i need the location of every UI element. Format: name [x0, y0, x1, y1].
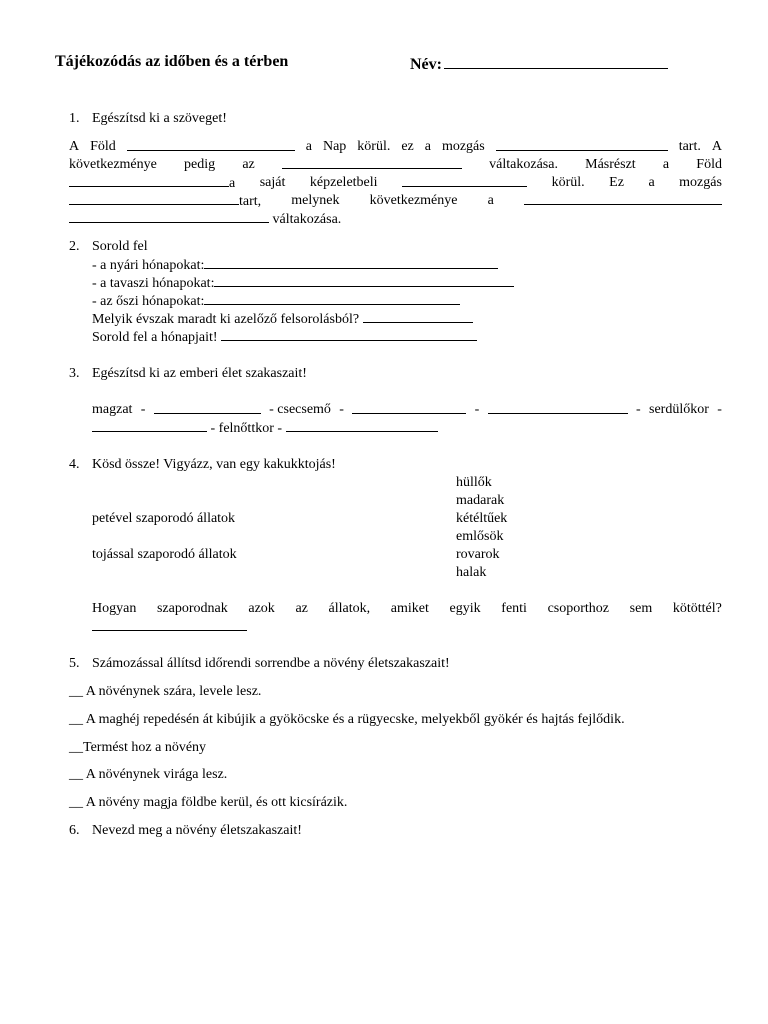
q4-left-eggs-shell[interactable]: tojással szaporodó állatok [92, 547, 237, 562]
fill-blank[interactable] [69, 210, 269, 223]
q4-instruction: Kösd össze! Vigyázz, van egy kakukktojás! [92, 457, 336, 472]
fill-blank[interactable] [282, 156, 462, 169]
q3-line-2: - felnőttkor - [92, 419, 438, 438]
worksheet-title: Tájékozódás az időben és a térben [55, 53, 289, 70]
q4-right-reptiles[interactable]: hüllők [456, 475, 492, 490]
fill-blank[interactable] [127, 138, 295, 151]
q4-right-insects[interactable]: rovarok [456, 547, 500, 562]
fill-blank[interactable] [363, 310, 473, 323]
fill-blank[interactable] [154, 401, 261, 414]
fill-blank[interactable] [92, 419, 207, 432]
fill-blank[interactable] [221, 328, 477, 341]
q5-instruction: Számozással állítsd időrendi sorrendbe a növény életszakaszait! [92, 656, 450, 671]
q4-right-mammals[interactable]: emlősök [456, 529, 504, 544]
fill-blank[interactable] [204, 292, 460, 305]
fill-blank[interactable] [352, 401, 466, 414]
q1-line-5: váltakozása. [69, 210, 341, 229]
q6-heading [69, 822, 302, 840]
q4-right-amphibians[interactable]: kétéltűek [456, 511, 508, 526]
q2-question: Melyik évszak maradt ki azelőző felsorolásból? [92, 310, 473, 329]
q3-heading [69, 365, 307, 383]
q4-question: Hogyan szaporodnak azok az állatok, amiket egyik fenti csoporthoz sem kötöttél? [92, 601, 722, 616]
q5-item-4[interactable]: __ A növénynek virága lesz. [69, 767, 228, 782]
fill-blank[interactable] [69, 174, 229, 187]
q6-instruction: Nevezd meg a növény életszakaszait! [92, 823, 302, 838]
fill-blank[interactable] [524, 192, 722, 205]
fill-blank[interactable] [286, 419, 438, 432]
q3-number: 3. [69, 366, 80, 381]
fill-blank[interactable] [204, 256, 498, 269]
q3-line-1: magzat - - csecsemő - - - serdülőkor - [92, 402, 722, 417]
q5-heading [69, 655, 450, 673]
q6-number: 6. [69, 823, 80, 838]
q1-line-3: a saját képzeletbeli körül. Ez a mozgás [69, 174, 722, 193]
q4-right-fish[interactable]: halak [456, 565, 487, 580]
q4-answer-line [92, 618, 247, 637]
q2-item-spring: - a tavaszi hónapokat: [92, 274, 514, 293]
q2-list-months: Sorold fel a hónapjait! [92, 328, 477, 347]
q1-line-4: tart, melynek következménye a [69, 192, 722, 211]
q4-left-eggs-small[interactable]: petével szaporodó állatok [92, 511, 236, 526]
q5-item-1[interactable]: __ A növénynek szára, levele lesz. [69, 684, 262, 699]
q1-instruction: Egészítsd ki a szöveget! [92, 111, 227, 126]
q3-instruction: Egészítsd ki az emberi élet szakaszait! [92, 366, 307, 381]
q2-number: 2. [69, 239, 80, 254]
q1-number: 1. [69, 111, 80, 126]
name-field[interactable] [410, 53, 668, 74]
q2-item-summer: - a nyári hónapokat: [92, 256, 498, 275]
fill-blank[interactable] [496, 138, 668, 151]
q5-number: 5. [69, 656, 80, 671]
q2-instruction: Sorold fel [92, 239, 148, 254]
q1-line-2: következménye pedig az váltakozása. Másrészt a Föld [69, 157, 722, 172]
q2-heading [69, 238, 148, 256]
fill-blank[interactable] [69, 192, 239, 205]
name-blank[interactable] [444, 53, 668, 69]
q5-item-3[interactable]: __Termést hoz a növény [69, 740, 207, 755]
fill-blank[interactable] [402, 174, 527, 187]
q1-line-1: A Föld a Nap körül. ez a mozgás tart. A [69, 139, 722, 154]
q4-right-birds[interactable]: madarak [456, 493, 505, 508]
q1-heading [69, 110, 227, 128]
q4-number: 4. [69, 457, 80, 472]
q4-heading [69, 456, 336, 474]
q5-item-5[interactable]: __ A növény magja földbe kerül, és ott kicsírázik. [69, 795, 348, 810]
name-label: Név: [410, 56, 442, 73]
fill-blank[interactable] [214, 274, 514, 287]
fill-blank[interactable] [488, 401, 628, 414]
fill-blank[interactable] [92, 618, 247, 631]
q5-item-2[interactable]: __ A maghéj repedésén át kibújik a gyököcske és a rügyecske, melyekből gyökér és hajtás fejlődik. [69, 712, 625, 727]
q2-item-autumn: - az őszi hónapokat: [92, 292, 460, 311]
